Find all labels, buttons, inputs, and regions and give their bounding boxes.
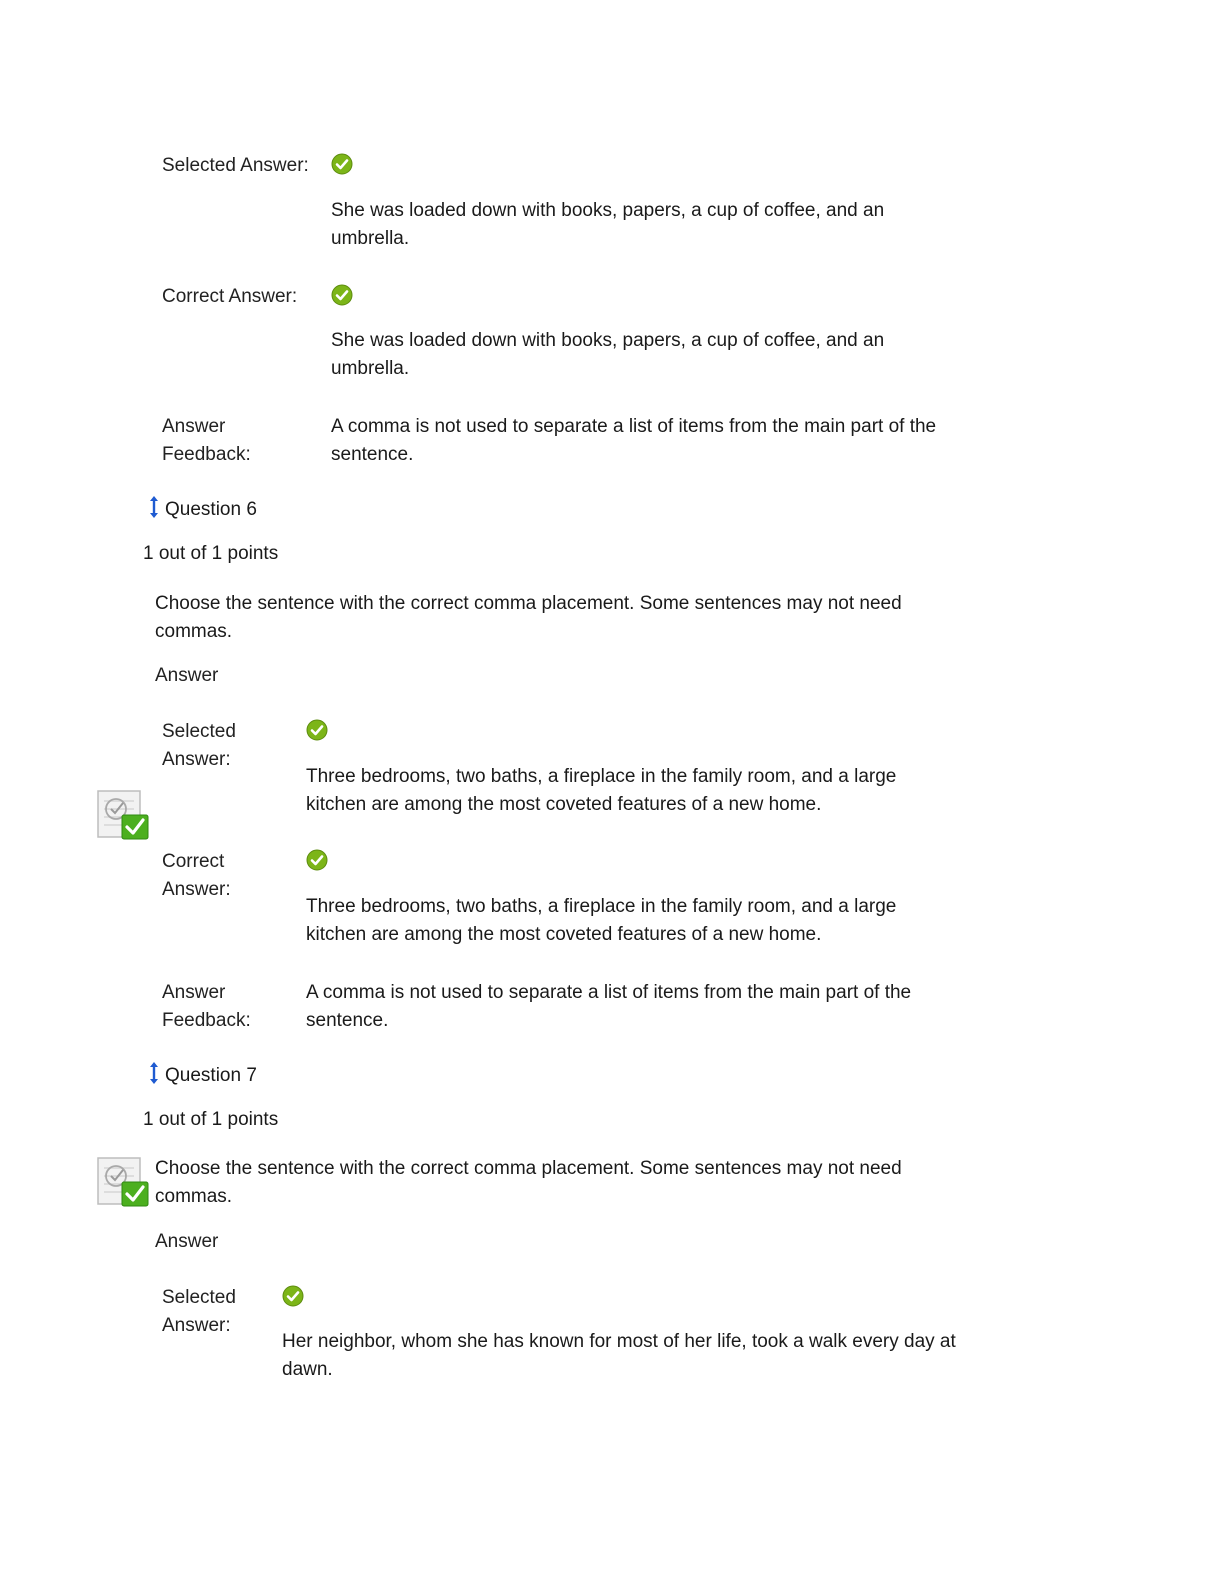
correct-answer-text: She was loaded down with books, papers, a cup of coffee, and an umbrella.: [331, 330, 885, 379]
selected-answer-text: Her neighbor, whom she has known for most of her life, took a walk every day at dawn.: [282, 1331, 956, 1380]
selected-answer-text: Three bedrooms, two baths, a fireplace in the family room, and a large kitchen are among the most coveted features of a new home.: [306, 766, 897, 815]
graded-correct-icon: [96, 1154, 152, 1210]
check-circle-icon: [331, 153, 353, 175]
check-circle-icon: [306, 849, 328, 871]
answer-feedback-text: A comma is not used to separate a list of items from the main part of the sentence.: [331, 416, 937, 465]
selected-answer-label: Selected Answer:: [162, 155, 309, 176]
answer-heading: Answer: [155, 665, 219, 686]
answer-heading: Answer: [155, 1231, 219, 1252]
check-circle-icon: [282, 1285, 304, 1307]
selected-answer-label: Selected Answer:: [162, 721, 236, 770]
answer-feedback-label: Answer Feedback:: [162, 416, 251, 465]
check-circle-icon: [331, 284, 353, 306]
reorder-arrows-icon[interactable]: [147, 1060, 161, 1086]
check-circle-icon: [306, 719, 328, 741]
correct-answer-text: Three bedrooms, two baths, a fireplace in the family room, and a large kitchen are among the most coveted features of a new home.: [306, 896, 897, 945]
question-title: Question 6: [165, 499, 257, 520]
question-points: 1 out of 1 points: [143, 543, 279, 564]
selected-answer-text: She was loaded down with books, papers, a cup of coffee, and an umbrella.: [331, 200, 885, 249]
question-prompt: Choose the sentence with the correct comma placement. Some sentences may not need commas.: [155, 593, 902, 642]
correct-answer-label: Correct Answer:: [162, 851, 231, 900]
correct-answer-label: Correct Answer:: [162, 286, 298, 307]
answer-feedback-text: A comma is not used to separate a list of items from the main part of the sentence.: [306, 982, 912, 1031]
graded-correct-icon: [96, 787, 152, 843]
selected-answer-label: Selected Answer:: [162, 1287, 236, 1336]
question-prompt: Choose the sentence with the correct comma placement. Some sentences may not need commas.: [155, 1158, 902, 1207]
question-title: Question 7: [165, 1065, 257, 1086]
answer-feedback-label: Answer Feedback:: [162, 982, 251, 1031]
reorder-arrows-icon[interactable]: [147, 494, 161, 520]
question-points: 1 out of 1 points: [143, 1109, 279, 1130]
